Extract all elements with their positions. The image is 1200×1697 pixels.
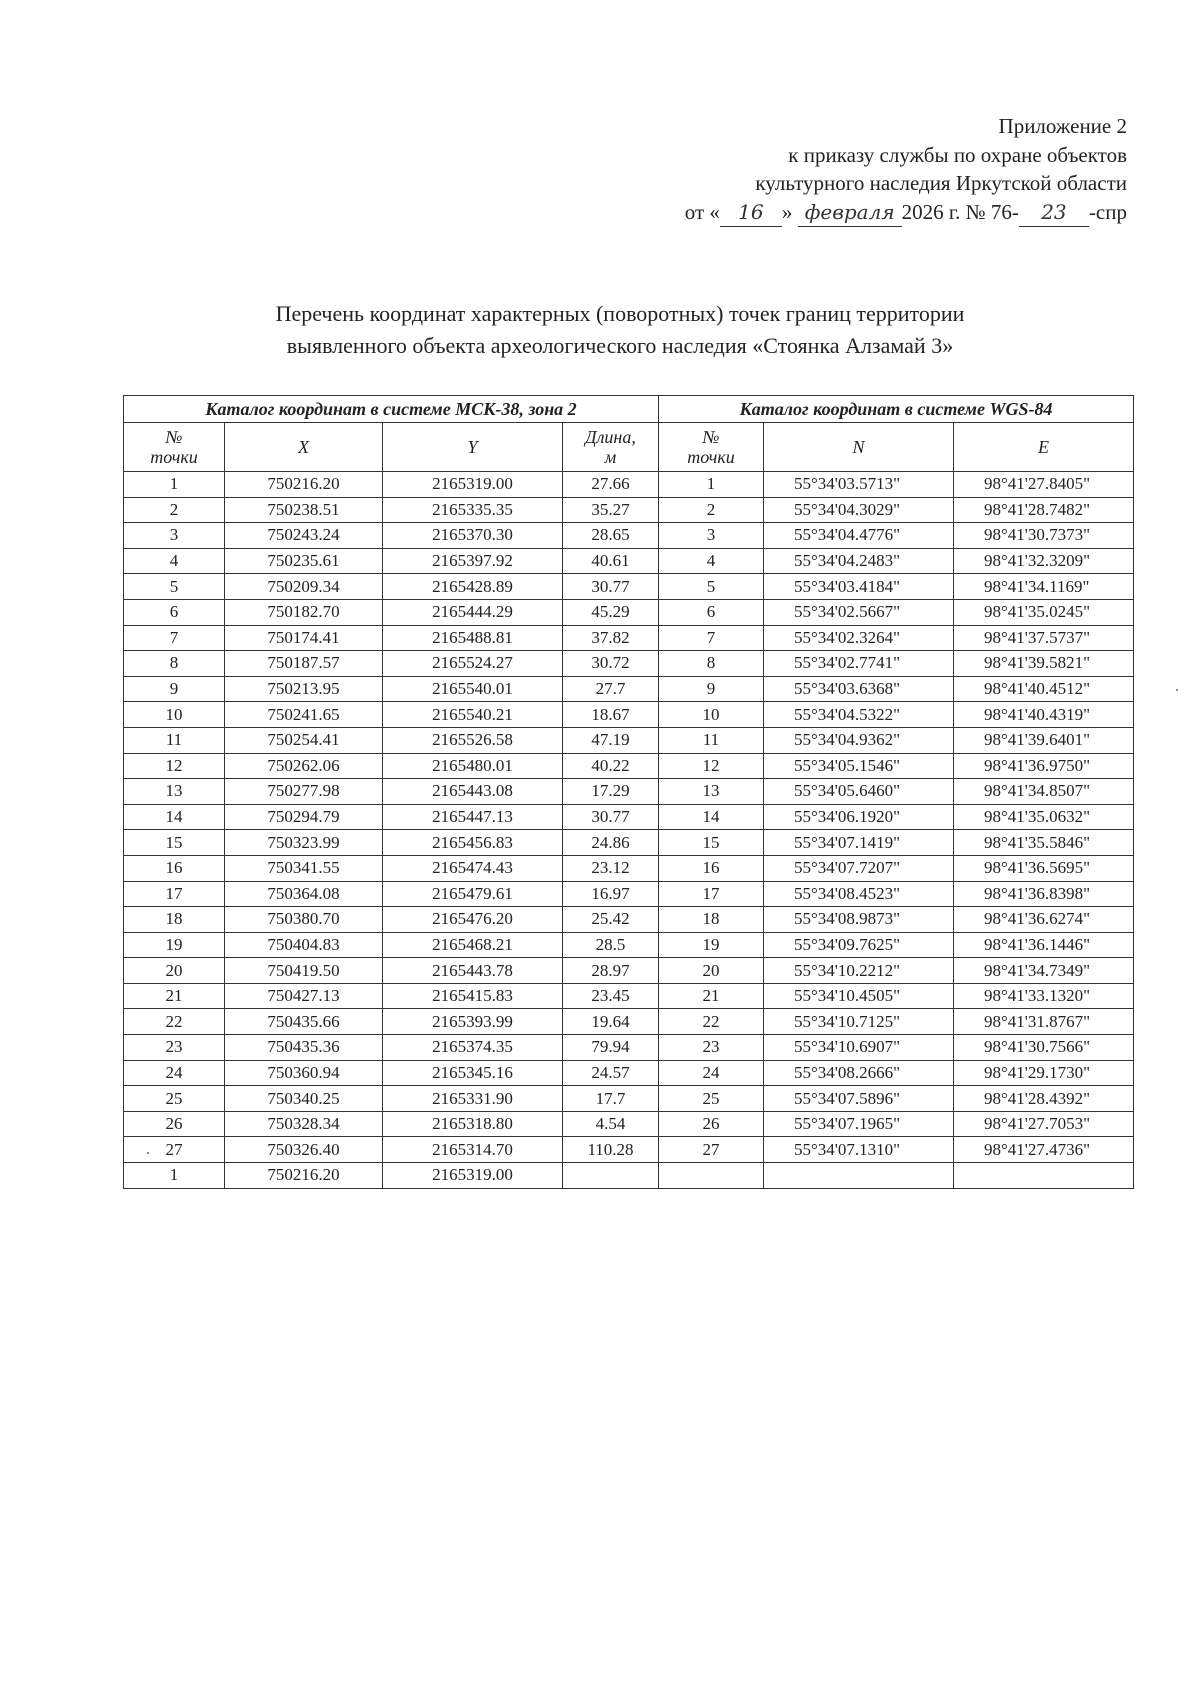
y-cell: 2165370.30 <box>383 523 563 549</box>
length-cell: 47.19 <box>563 727 659 753</box>
longitude-cell: 98°41'34.1169" <box>954 574 1134 600</box>
y-cell: 2165331.90 <box>383 1086 563 1112</box>
wgs-point-number-cell: 19 <box>659 932 764 958</box>
longitude-cell: 98°41'30.7373" <box>954 523 1134 549</box>
x-cell: 750216.20 <box>225 472 383 498</box>
quote-close: » <box>781 199 793 224</box>
msk-point-number-cell: 6 <box>124 599 225 625</box>
wgs-point-number-cell: 11 <box>659 727 764 753</box>
table-row <box>124 1009 1134 1035</box>
table-row <box>124 753 1134 779</box>
msk-point-number-cell: 20 <box>124 958 225 984</box>
x-cell: 750435.36 <box>225 1035 383 1061</box>
table-row <box>124 907 1134 933</box>
y-cell: 2165526.58 <box>383 727 563 753</box>
latitude-cell: 55°34'07.5896" <box>764 1086 954 1112</box>
wgs-point-number-cell: 24 <box>659 1060 764 1086</box>
table-row <box>124 727 1134 753</box>
latitude-cell: 55°34'10.6907" <box>764 1035 954 1061</box>
table-row <box>124 625 1134 651</box>
x-cell: 750341.55 <box>225 855 383 881</box>
y-cell: 2165474.43 <box>383 855 563 881</box>
x-cell: 750294.79 <box>225 804 383 830</box>
y-cell: 2165314.70 <box>383 1137 563 1163</box>
longitude-cell: 98°41'36.5695" <box>954 855 1134 881</box>
x-cell: 750364.08 <box>225 881 383 907</box>
table-row <box>124 932 1134 958</box>
length-cell: 45.29 <box>563 599 659 625</box>
y-cell: 2165319.00 <box>383 472 563 498</box>
x-cell: 750235.61 <box>225 548 383 574</box>
table-row <box>124 523 1134 549</box>
length-cell: 37.82 <box>563 625 659 651</box>
wgs-point-number-header: № точки <box>659 423 764 472</box>
length-cell: 28.65 <box>563 523 659 549</box>
msk-point-number-cell: 9 <box>124 676 225 702</box>
longitude-header: E <box>954 423 1134 472</box>
x-cell: 750182.70 <box>225 599 383 625</box>
y-cell: 2165468.21 <box>383 932 563 958</box>
x-cell: 750254.41 <box>225 727 383 753</box>
length-cell: 25.42 <box>563 907 659 933</box>
length-cell: 30.72 <box>563 651 659 677</box>
length-cell: 40.61 <box>563 548 659 574</box>
longitude-cell: 98°41'32.3209" <box>954 548 1134 574</box>
latitude-cell: 55°34'02.5667" <box>764 599 954 625</box>
order-reference: к приказу службы по охране объектов <box>788 142 1127 167</box>
msk-point-number-cell: 3 <box>124 523 225 549</box>
wgs-point-number-cell: 8 <box>659 651 764 677</box>
table-row <box>124 574 1134 600</box>
longitude-cell: 98°41'33.1320" <box>954 983 1134 1009</box>
y-cell: 2165540.21 <box>383 702 563 728</box>
x-cell: 750238.51 <box>225 497 383 523</box>
length-cell: 24.86 <box>563 830 659 856</box>
latitude-cell: 55°34'02.7741" <box>764 651 954 677</box>
latitude-cell: 55°34'03.4184" <box>764 574 954 600</box>
length-cell: 19.64 <box>563 1009 659 1035</box>
x-cell: 750174.41 <box>225 625 383 651</box>
x-cell: 750427.13 <box>225 983 383 1009</box>
msk-point-number-cell: 10 <box>124 702 225 728</box>
longitude-cell: 98°41'36.9750" <box>954 753 1134 779</box>
msk-point-number-cell: 17 <box>124 881 225 907</box>
x-cell: 750326.40 <box>225 1137 383 1163</box>
x-cell: 750209.34 <box>225 574 383 600</box>
y-cell: 2165319.00 <box>383 1163 563 1189</box>
latitude-cell: 55°34'07.1419" <box>764 830 954 856</box>
x-cell: 750340.25 <box>225 1086 383 1112</box>
y-cell: 2165345.16 <box>383 1060 563 1086</box>
latitude-cell: 55°34'07.7207" <box>764 855 954 881</box>
longitude-cell: 98°41'27.7053" <box>954 1111 1134 1137</box>
wgs-point-number-cell: 22 <box>659 1009 764 1035</box>
length-cell: 28.97 <box>563 958 659 984</box>
x-cell: 750262.06 <box>225 753 383 779</box>
table-row <box>124 881 1134 907</box>
msk-point-number-cell: 5 <box>124 574 225 600</box>
y-cell: 2165476.20 <box>383 907 563 933</box>
length-cell: 27.66 <box>563 472 659 498</box>
y-cell: 2165374.35 <box>383 1035 563 1061</box>
latitude-cell: 55°34'10.2212" <box>764 958 954 984</box>
y-cell: 2165444.29 <box>383 599 563 625</box>
longitude-cell: 98°41'35.5846" <box>954 830 1134 856</box>
wgs-point-number-cell: 21 <box>659 983 764 1009</box>
longitude-cell: 98°41'36.6274" <box>954 907 1134 933</box>
table-row <box>124 779 1134 805</box>
x-cell: 750243.24 <box>225 523 383 549</box>
order-header <box>685 112 1127 227</box>
length-cell: 23.12 <box>563 855 659 881</box>
length-cell: 28.5 <box>563 932 659 958</box>
latitude-cell: 55°34'08.4523" <box>764 881 954 907</box>
longitude-cell: 98°41'36.8398" <box>954 881 1134 907</box>
y-cell: 2165335.35 <box>383 497 563 523</box>
table-row <box>124 1137 1134 1163</box>
table-row <box>124 830 1134 856</box>
latitude-cell: 55°34'09.7625" <box>764 932 954 958</box>
msk-point-number-cell: 15 <box>124 830 225 856</box>
x-cell: 750216.20 <box>225 1163 383 1189</box>
coordinates-table <box>123 395 1134 1189</box>
latitude-cell: 55°34'10.7125" <box>764 1009 954 1035</box>
latitude-cell: 55°34'07.1965" <box>764 1111 954 1137</box>
latitude-cell: 55°34'03.5713" <box>764 472 954 498</box>
latitude-cell: 55°34'04.5322" <box>764 702 954 728</box>
wgs-point-number-cell: 20 <box>659 958 764 984</box>
length-cell: 17.29 <box>563 779 659 805</box>
longitude-cell: 98°41'40.4319" <box>954 702 1134 728</box>
longitude-cell: 98°41'40.4512" <box>954 676 1134 702</box>
y-cell: 2165480.01 <box>383 753 563 779</box>
latitude-cell: 55°34'05.1546" <box>764 753 954 779</box>
y-header: Y <box>383 423 563 472</box>
longitude-cell: 98°41'34.8507" <box>954 779 1134 805</box>
x-cell: 750187.57 <box>225 651 383 677</box>
wgs-point-number-cell: 14 <box>659 804 764 830</box>
longitude-cell <box>954 1163 1134 1189</box>
latitude-cell: 55°34'08.2666" <box>764 1060 954 1086</box>
y-cell: 2165479.61 <box>383 881 563 907</box>
latitude-cell <box>764 1163 954 1189</box>
msk-point-number-cell: 1 <box>124 1163 225 1189</box>
x-cell: 750241.65 <box>225 702 383 728</box>
order-date-line <box>685 198 1127 228</box>
handwritten-number: 23 <box>1019 198 1089 228</box>
msk-point-number-cell: 19 <box>124 932 225 958</box>
table-row <box>124 702 1134 728</box>
longitude-cell: 98°41'39.6401" <box>954 727 1134 753</box>
y-cell: 2165443.08 <box>383 779 563 805</box>
length-cell: 30.77 <box>563 574 659 600</box>
msk-point-number-cell: 22 <box>124 1009 225 1035</box>
msk-point-number-header: № точки <box>124 423 225 472</box>
msk-point-number-cell: 27 <box>124 1137 225 1163</box>
handwritten-day: 16 <box>720 198 782 228</box>
latitude-cell: 55°34'10.4505" <box>764 983 954 1009</box>
wgs-point-number-cell: 5 <box>659 574 764 600</box>
length-header: Длина, м <box>563 423 659 472</box>
latitude-cell: 55°34'04.3029" <box>764 497 954 523</box>
length-cell: 40.22 <box>563 753 659 779</box>
latitude-cell: 55°34'04.9362" <box>764 727 954 753</box>
y-cell: 2165447.13 <box>383 804 563 830</box>
longitude-cell: 98°41'31.8767" <box>954 1009 1134 1035</box>
length-cell: 30.77 <box>563 804 659 830</box>
x-cell: 750323.99 <box>225 830 383 856</box>
table-row <box>124 958 1134 984</box>
table-row <box>124 1111 1134 1137</box>
wgs-point-number-cell: 25 <box>659 1086 764 1112</box>
table-row <box>124 1035 1134 1061</box>
msk-point-number-cell: 23 <box>124 1035 225 1061</box>
wgs-point-number-cell: 1 <box>659 472 764 498</box>
length-cell <box>563 1163 659 1189</box>
msk-point-number-cell: 12 <box>124 753 225 779</box>
longitude-cell: 98°41'35.0632" <box>954 804 1134 830</box>
wgs-point-number-cell: 26 <box>659 1111 764 1137</box>
msk-point-number-cell: 4 <box>124 548 225 574</box>
y-cell: 2165540.01 <box>383 676 563 702</box>
length-cell: 24.57 <box>563 1060 659 1086</box>
longitude-cell: 98°41'37.5737" <box>954 625 1134 651</box>
y-cell: 2165397.92 <box>383 548 563 574</box>
x-header: X <box>225 423 383 472</box>
wgs-point-number-cell: 6 <box>659 599 764 625</box>
msk-point-number-cell: 21 <box>124 983 225 1009</box>
length-cell: 4.54 <box>563 1111 659 1137</box>
order-agency: культурного наследия Иркутской области <box>755 171 1127 195</box>
msk-catalog-caption: Каталог координат в системе МСК-38, зона 2 <box>124 396 659 423</box>
table-row <box>124 472 1134 498</box>
wgs-catalog-caption: Каталог координат в системе WGS-84 <box>659 396 1134 423</box>
y-cell: 2165524.27 <box>383 651 563 677</box>
length-cell: 110.28 <box>563 1137 659 1163</box>
msk-point-number-cell: 24 <box>124 1060 225 1086</box>
date-prefix: от « <box>684 199 720 224</box>
msk-point-number-cell: 13 <box>124 779 225 805</box>
order-year-number: 2026 г. № 76- <box>901 199 1019 224</box>
length-cell: 79.94 <box>563 1035 659 1061</box>
length-cell: 35.27 <box>563 497 659 523</box>
wgs-point-number-cell: 23 <box>659 1035 764 1061</box>
order-suffix: -спр <box>1088 199 1127 224</box>
table-row <box>124 1060 1134 1086</box>
longitude-cell: 98°41'29.1730" <box>954 1060 1134 1086</box>
wgs-point-number-cell: 4 <box>659 548 764 574</box>
x-cell: 750328.34 <box>225 1111 383 1137</box>
msk-point-number-cell: 2 <box>124 497 225 523</box>
table-row <box>124 983 1134 1009</box>
wgs-point-number-cell: 3 <box>659 523 764 549</box>
latitude-cell: 55°34'06.1920" <box>764 804 954 830</box>
longitude-cell: 98°41'27.8405" <box>954 472 1134 498</box>
length-cell: 17.7 <box>563 1086 659 1112</box>
y-cell: 2165393.99 <box>383 1009 563 1035</box>
table-row <box>124 804 1134 830</box>
table-row <box>124 651 1134 677</box>
scan-speck <box>147 1152 149 1154</box>
longitude-cell: 98°41'28.4392" <box>954 1086 1134 1112</box>
table-row <box>124 1163 1134 1189</box>
x-cell: 750360.94 <box>225 1060 383 1086</box>
x-cell: 750419.50 <box>225 958 383 984</box>
y-cell: 2165428.89 <box>383 574 563 600</box>
x-cell: 750213.95 <box>225 676 383 702</box>
x-cell: 750277.98 <box>225 779 383 805</box>
scan-speck <box>1176 689 1178 691</box>
longitude-cell: 98°41'39.5821" <box>954 651 1134 677</box>
table-row <box>124 599 1134 625</box>
title-line-1: Перечень координат характерных (поворотных) точек границ территории <box>275 301 965 326</box>
wgs-point-number-cell: 2 <box>659 497 764 523</box>
title-line-2: выявленного объекта археологического наследия «Стоянка Алзамай 3» <box>286 333 954 358</box>
length-cell: 23.45 <box>563 983 659 1009</box>
y-cell: 2165488.81 <box>383 625 563 651</box>
latitude-cell: 55°34'08.9873" <box>764 907 954 933</box>
x-cell: 750404.83 <box>225 932 383 958</box>
msk-point-number-cell: 1 <box>124 472 225 498</box>
msk-point-number-cell: 25 <box>124 1086 225 1112</box>
wgs-point-number-cell: 13 <box>659 779 764 805</box>
length-cell: 27.7 <box>563 676 659 702</box>
x-cell: 750435.66 <box>225 1009 383 1035</box>
latitude-cell: 55°34'04.4776" <box>764 523 954 549</box>
coordinates-table-body <box>124 472 1134 1189</box>
wgs-point-number-cell: 17 <box>659 881 764 907</box>
wgs-point-number-cell: 9 <box>659 676 764 702</box>
y-cell: 2165456.83 <box>383 830 563 856</box>
msk-point-number-cell: 8 <box>124 651 225 677</box>
table-row <box>124 497 1134 523</box>
longitude-cell: 98°41'28.7482" <box>954 497 1134 523</box>
wgs-point-number-cell: 27 <box>659 1137 764 1163</box>
y-cell: 2165415.83 <box>383 983 563 1009</box>
msk-point-number-cell: 26 <box>124 1111 225 1137</box>
latitude-cell: 55°34'02.3264" <box>764 625 954 651</box>
wgs-point-number-cell: 10 <box>659 702 764 728</box>
length-cell: 16.97 <box>563 881 659 907</box>
y-cell: 2165318.80 <box>383 1111 563 1137</box>
wgs-point-number-cell: 15 <box>659 830 764 856</box>
handwritten-month: февраля <box>798 198 902 228</box>
msk-point-number-cell: 11 <box>124 727 225 753</box>
longitude-cell: 98°41'36.1446" <box>954 932 1134 958</box>
latitude-cell: 55°34'04.2483" <box>764 548 954 574</box>
msk-point-number-cell: 16 <box>124 855 225 881</box>
wgs-point-number-cell: 18 <box>659 907 764 933</box>
longitude-cell: 98°41'30.7566" <box>954 1035 1134 1061</box>
table-row <box>124 1086 1134 1112</box>
latitude-header: N <box>764 423 954 472</box>
wgs-point-number-cell: 7 <box>659 625 764 651</box>
wgs-point-number-cell: 12 <box>659 753 764 779</box>
appendix-label: Приложение 2 <box>998 114 1127 138</box>
latitude-cell: 55°34'05.6460" <box>764 779 954 805</box>
msk-point-number-cell: 7 <box>124 625 225 651</box>
document-title <box>0 298 1200 362</box>
longitude-cell: 98°41'34.7349" <box>954 958 1134 984</box>
table-row <box>124 855 1134 881</box>
table-row <box>124 676 1134 702</box>
msk-point-number-cell: 14 <box>124 804 225 830</box>
wgs-point-number-cell: 16 <box>659 855 764 881</box>
x-cell: 750380.70 <box>225 907 383 933</box>
latitude-cell: 55°34'03.6368" <box>764 676 954 702</box>
msk-point-number-cell: 18 <box>124 907 225 933</box>
table-row <box>124 548 1134 574</box>
y-cell: 2165443.78 <box>383 958 563 984</box>
latitude-cell: 55°34'07.1310" <box>764 1137 954 1163</box>
longitude-cell: 98°41'27.4736" <box>954 1137 1134 1163</box>
length-cell: 18.67 <box>563 702 659 728</box>
longitude-cell: 98°41'35.0245" <box>954 599 1134 625</box>
wgs-point-number-cell <box>659 1163 764 1189</box>
